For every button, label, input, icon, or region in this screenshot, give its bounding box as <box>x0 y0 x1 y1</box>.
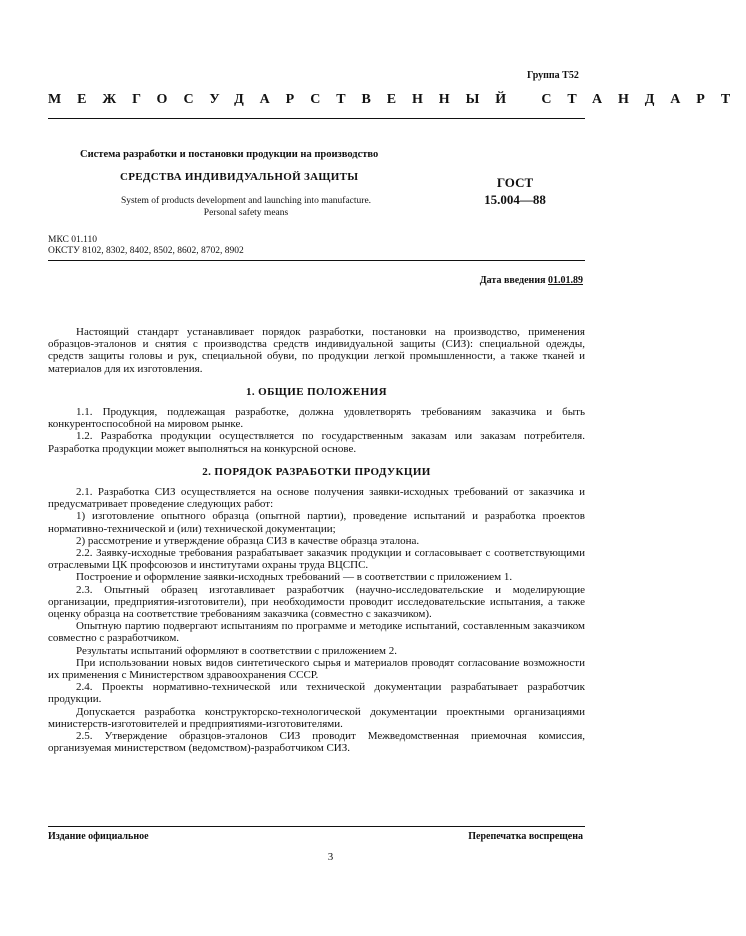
paragraph: Результаты испытаний оформляют в соответствии с приложением 2. <box>76 644 397 657</box>
intro-paragraph: Настоящий стандарт устанавливает порядок разработки, постановки на производство, применения образцов-эталонов и снятия с производства средств индивидуальной защиты (СИЗ): специальной одежды, средств защиты головы и рук, специальной обуви, по продукции легкой промышленности, а также тканей и материалов для их изготовления. <box>48 326 585 375</box>
document-body <box>48 326 585 755</box>
paragraph: 2.1. Разработка СИЗ осуществляется на основе получения заявки-исходных требований от заказчика и предусматривает проведение следующих работ: <box>48 486 585 511</box>
date-label: Дата введения <box>479 275 546 286</box>
group-code: Группа Т52 <box>527 70 579 81</box>
gost-designation <box>470 174 560 208</box>
footer-rule <box>48 826 585 827</box>
english-title: System of products development and launching into manufacture. Personal safety means <box>120 196 372 218</box>
paragraph: 2.3. Опытный образец изготавливает разработчик (научно-исследовательские и моделирующие организации, предприятия-изготовители), при необходимости проводит исследовательские испытания, а также оценку образца на соответствие требованиям заказчика (совместно с заказчиком). <box>48 583 585 621</box>
section-1-heading: 1. ОБЩИЕ ПОЛОЖЕНИЯ <box>245 385 388 398</box>
mks-code: МКС 01.110 <box>48 235 98 245</box>
classification-codes <box>48 235 244 257</box>
codes-rule <box>48 260 585 261</box>
paragraph: 1.1. Продукция, подлежащая разработке, должна удовлетворять требованиям заказчика и быть конкурентоспособной на мировом рынке. <box>48 406 585 431</box>
paragraph: 2.5. Утверждение образцов-эталонов СИЗ проводит Межведомственная приемочная комиссия, организуемая министерством (ведомством)-разработчиком СИЗ. <box>48 730 585 755</box>
paragraph: 2.2. Заявку-исходные требования разрабатывает заказчик продукции и согласовывает с соответствующими отраслевыми ЦК профсоюзов и институтами охраны труда ВЦСПС. <box>48 547 585 572</box>
paragraph: Построение и оформление заявки-исходных требований — в соответствии с приложением 1. <box>76 571 513 584</box>
date-value: 01.01.89 <box>548 275 583 286</box>
system-title: Система разработки и постановки продукции на производство <box>80 149 379 160</box>
paragraph: Допускается разработка конструкторско-технологической документации проектными организациями министерств-изготовителей и предприятиями-изготовителями. <box>48 705 585 730</box>
paragraph: 1) изготовление опытного образца (опытной партии), проведение испытаний и разработка проектов нормативно-технической и (или) технической документации; <box>48 510 585 535</box>
footer-reprint-notice: Перепечатка воспрещена <box>468 831 583 842</box>
paragraph: При использовании новых видов синтетического сырья и материалов проводят согласование возможности их применения с Министерством здравоохранения СССР. <box>48 656 585 682</box>
paragraph: Опытную партию подвергают испытаниям по программе и методике испытаний, составленным заказчиком совместно с разработчиком. <box>48 620 585 645</box>
gost-number: 15.004—88 <box>484 192 546 207</box>
oksty-code: ОКСТУ 8102, 8302, 8402, 8502, 8602, 8702, 8902 <box>48 246 244 256</box>
footer-official-edition: Издание официальное <box>48 831 149 842</box>
paragraph: 2) рассмотрение и утверждение образца СИЗ в качестве образца эталона. <box>76 534 420 547</box>
document-title: СРЕДСТВА ИНДИВИДУАЛЬНОЙ ЗАЩИТЫ <box>120 171 359 183</box>
paragraph: 1.2. Разработка продукции осуществляется по государственным заказам или заказам потребителя. Разработка продукции может выполняться на конкурсной основе. <box>48 430 585 455</box>
page-number: 3 <box>327 851 334 863</box>
paragraph: 2.4. Проекты нормативно-технической или технической документации разрабатывает разработчик продукции. <box>48 681 585 706</box>
top-rule <box>48 118 585 119</box>
effective-date <box>480 275 583 286</box>
section-2-heading: 2. ПОРЯДОК РАЗРАБОТКИ ПРОДУКЦИИ <box>202 465 431 478</box>
standard-banner: МЕЖГОСУДАРСТВЕННЫЙ СТАНДАРТ <box>48 92 746 107</box>
gost-label: ГОСТ <box>496 175 534 190</box>
